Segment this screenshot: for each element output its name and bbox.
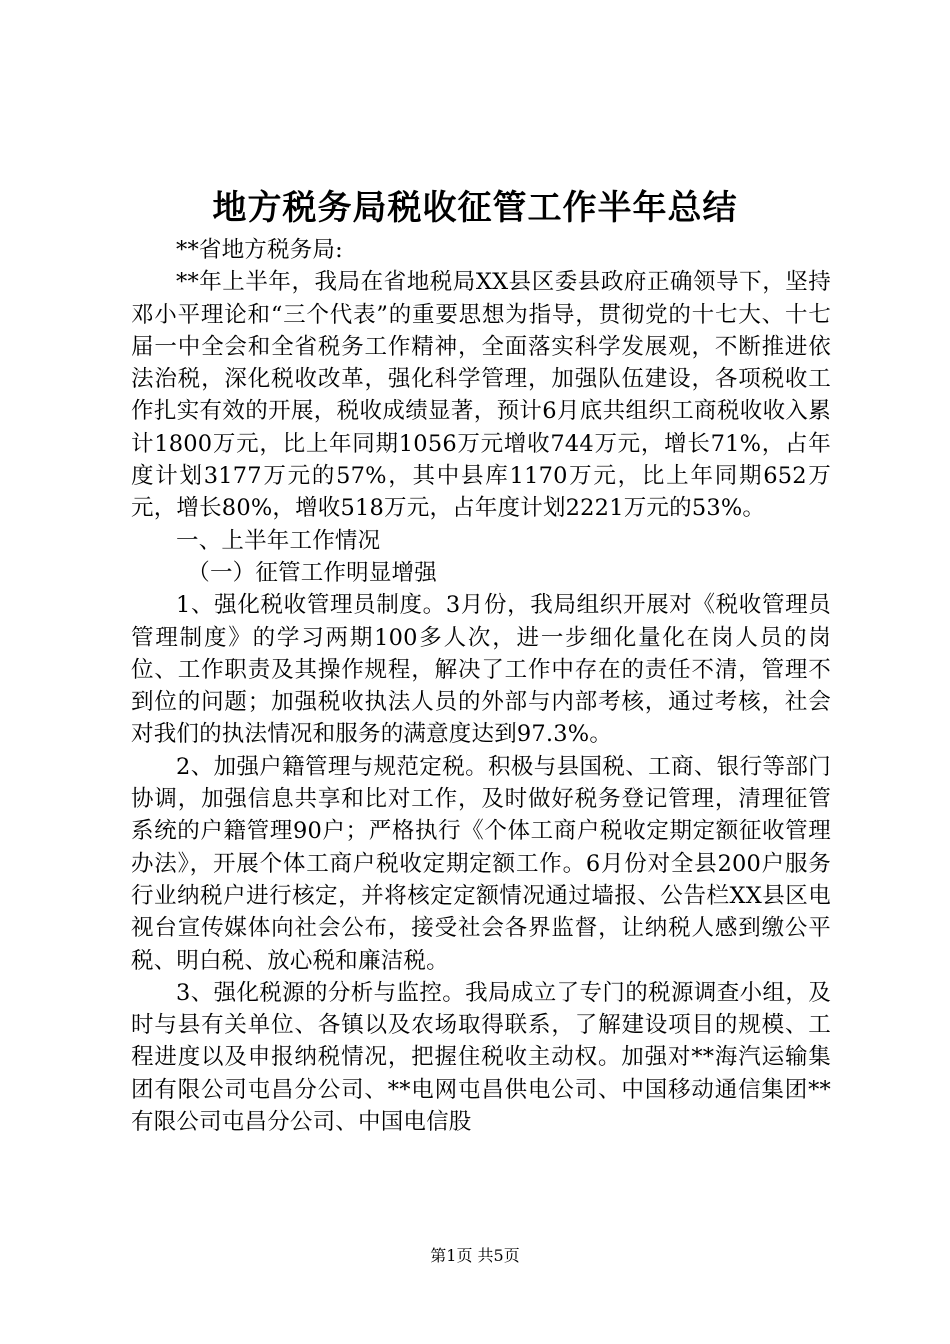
section-heading: 一、上半年工作情况	[176, 527, 381, 554]
paragraph-item-2: 2、加强户籍管理与规范定税。积极与县国税、工商、银行等部门协调，加强信息共享和比对工作，及时做好税务登记管理，清理征管系统的户籍管理90户；严格执行《个体工商户税收定期定额征收管理办法》，开展个体工商户税收定期定额工作。6月份对全县200户服务行业纳税户进行核定，并将核定定额情况通过墙报、公告栏XX县区电视台宣传媒体向社会公布，接受社会各界监督，让纳税人感到缴公平税、明白税、放心税和廉洁税。	[131, 753, 831, 974]
paragraph-item-1: 1、强化税收管理员制度。3月份，我局组织开展对《税收管理员管理制度》的学习两期100多人次，进一步细化量化在岗人员的岗位、工作职责及其操作规程，解决了工作中存在的责任不清，管理不到位的问题；加强税收执法人员的外部与内部考核，通过考核，社会对我们的执法情况和服务的满意度达到97.3%。	[131, 592, 831, 748]
paragraph-intro: **年上半年，我局在省地税局XX县区委县政府正确领导下，坚持邓小平理论和“三个代表”的重要思想为指导，贯彻党的十七大、十七届一中全会和全省税务工作精神，全面落实科学发展观，不断推进依法治税，深化税收改革，强化科学管理，加强队伍建设，各项税收工作扎实有效的开展，税收成绩显著，预计6月底共组织工商税收收入累计1800万元，比上年同期1056万元增收744万元，增长71%，占年度计划3177万元的57%，其中县库1170万元，比上年同期652万元，增长80%，增收518万元，占年度计划2221万元的53%。	[131, 269, 831, 522]
salutation: **省地方税务局:	[176, 237, 343, 263]
document-body	[131, 234, 831, 1138]
paragraph-item-3: 3、强化税源的分析与监控。我局成立了专门的税源调查小组，及时与县有关单位、各镇以及农场取得联系，了解建设项目的规模、工程进度以及申报纳税情况，把握住税收主动权。加强对**海汽运输集团有限公司屯昌分公司、**电网屯昌供电公司、中国移动通信集团**有限公司屯昌分公司、中国电信股	[131, 979, 831, 1136]
subsection-heading: （一）征管工作明显增强	[187, 559, 437, 586]
page-footer: 第1页 共5页	[430, 1246, 520, 1265]
document-title: 地方税务局税收征管工作半年总结	[212, 188, 738, 228]
